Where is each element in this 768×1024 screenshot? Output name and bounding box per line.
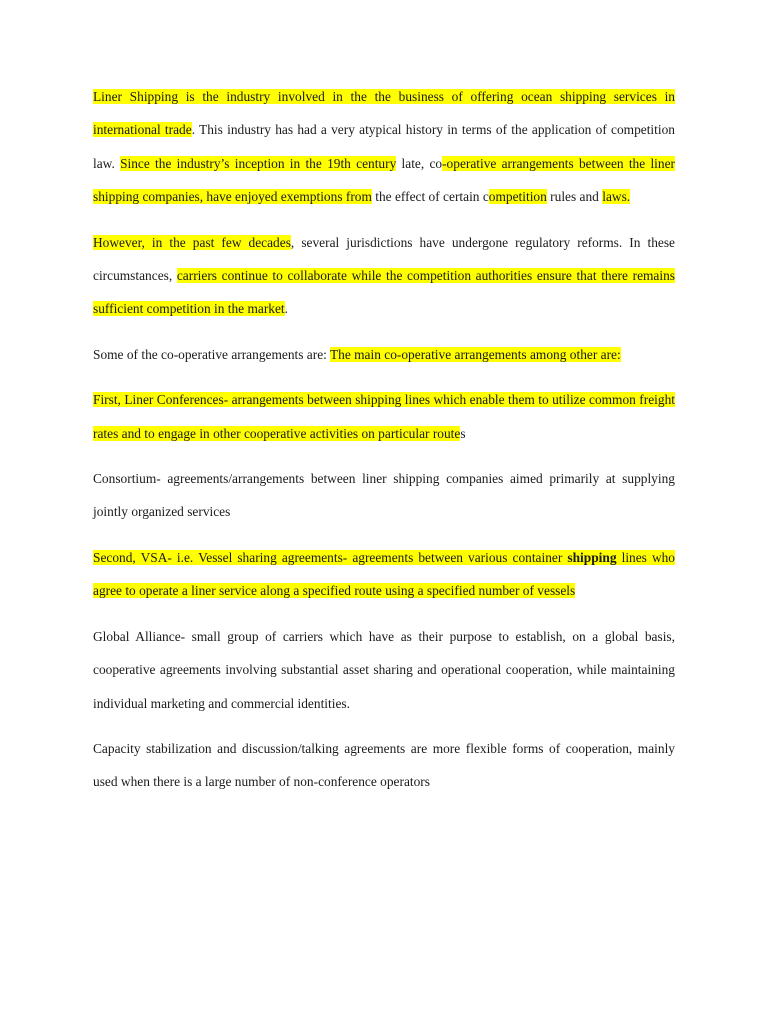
highlighted-text: However, in the past few decades <box>93 234 291 250</box>
highlighted-text: Liner Shipping is the industry involved in the the business of offering ocean shipping services in international trade <box>93 89 675 138</box>
highlighted-text: Second, VSA- i.e. Vessel sharing agreements- agreements between various container <box>93 549 568 565</box>
body-text: Some of the co-operative arrangements are: <box>93 346 330 362</box>
highlighted-text: Since the industry’s inception in the 19th century <box>120 155 397 171</box>
paragraph-vsa <box>93 541 675 608</box>
body-text: Capacity stabilization and discussion/talking agreements are more flexible forms of cooperation, mainly used when there is a large number of non-conference operators <box>93 740 675 790</box>
body-text: . This industry has had a very atypical history in terms of the application of competition law. <box>93 122 675 171</box>
paragraph-liner-conferences <box>93 383 675 450</box>
highlighted-text: ompetition <box>488 189 547 205</box>
highlighted-text: carriers continue to collaborate while the competition authorities ensure that there remains sufficient competition in the market <box>93 268 675 317</box>
body-text: the effect of certain c <box>371 189 489 205</box>
bold-highlighted-text: shipping <box>567 549 617 565</box>
body-text: late, co <box>396 155 443 171</box>
paragraph-global-alliance <box>93 620 675 720</box>
paragraph-liner-shipping <box>93 80 675 214</box>
paragraph-capacity-stabilization <box>93 732 675 799</box>
highlighted-text: laws. <box>602 189 631 205</box>
highlighted-text: First, Liner Conferences- arrangements between shipping lines which enable them to utilize common freight rates and to engage in other cooperative activities on particular route <box>93 392 675 441</box>
document-page <box>93 80 675 811</box>
highlighted-text: The main co-operative arrangements among other are: <box>329 346 621 362</box>
body-text: , several jurisdictions have undergone regulatory reforms. In these circumstances, <box>93 234 676 284</box>
body-text: s <box>460 425 466 441</box>
highlighted-text: -operative arrangements between the liner shipping companies, have enjoyed exemptions from <box>93 155 675 205</box>
body-text: rules and <box>546 189 603 205</box>
body-text: . <box>284 301 288 317</box>
body-text: Consortium- agreements/arrangements between liner shipping companies aimed primarily at supplying jointly organized services <box>93 471 675 520</box>
highlighted-text: lines who agree to operate a liner service along a specified route using a specified number of vessels <box>93 549 676 599</box>
paragraph-arrangements-intro <box>93 338 675 371</box>
body-text: Global Alliance- small group of carriers which have as their purpose to establish, on a global basis, cooperative agreements involving substantial asset sharing and operational cooperation, while maintaining individual marketing and commercial identities. <box>93 628 675 711</box>
paragraph-regulatory-reforms <box>93 226 675 326</box>
paragraph-consortium <box>93 462 675 529</box>
